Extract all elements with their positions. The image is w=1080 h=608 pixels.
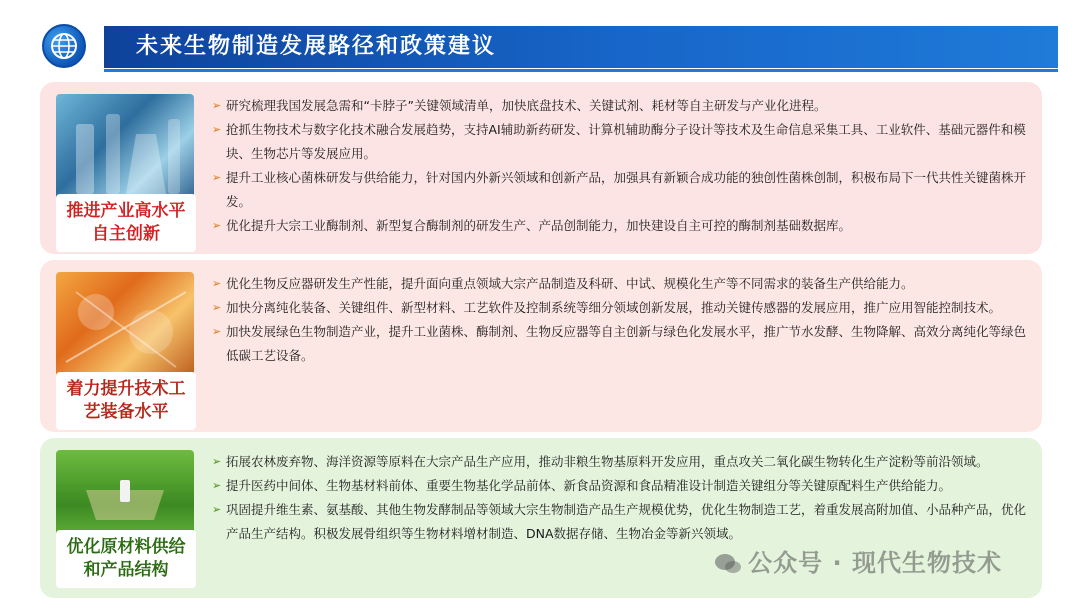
section-label-box xyxy=(56,372,196,430)
list-item: ➢ 优化生物反应器研发生产性能，提升面向重点领域大宗产品制造及科研、中试、规模化生产等不同需求的装备生产供给能力。 xyxy=(212,272,1032,296)
industrial-robot-image xyxy=(56,272,194,382)
page-title: 未来生物制造发展路径和政策建议 xyxy=(136,34,497,59)
bullet-list xyxy=(212,272,1032,368)
bullet-list xyxy=(212,94,1032,238)
section-label-box xyxy=(56,194,196,252)
title-bar xyxy=(58,26,1058,68)
list-item: ➢ 拓展农林废弃物、海洋资源等原料在大宗产品生产应用，推动非粮生物基原料开发应用，重点攻关二氧化碳生物转化生产淀粉等前沿领域。 xyxy=(212,450,1032,474)
slide-header xyxy=(18,20,1058,72)
section-innovation xyxy=(40,82,1042,254)
wechat-icon xyxy=(714,552,742,576)
list-item: ➢ 巩固提升维生素、氨基酸、其他生物发酵制品等领域大宗生物制造产品生产规模优势，优化生物制造工艺，着重发展高附加值、小品种产品，优化产品生产结构。积极发展骨组织等生物材料增材制造、DNA数据存储、生物冶金等新兴领域。 xyxy=(212,498,1032,546)
lab-glassware-image xyxy=(56,94,194,204)
watermark-text: 公众号 · 现代生物技术 xyxy=(748,549,1002,577)
wechat-watermark xyxy=(714,543,1002,578)
section-technology xyxy=(40,260,1042,432)
list-item: ➢ 研究梳理我国发展急需和“卡脖子”关键领域清单，加快底盘技术、关键试剂、耗材等自主研发与产业化进程。 xyxy=(212,94,1032,118)
bullet-list xyxy=(212,450,1032,546)
section-label: 着力提升技术工艺装备水平 xyxy=(66,379,186,422)
logo-container xyxy=(18,20,104,72)
list-item: ➢ 提升医药中间体、生物基材料前体、重要生物基化学品前体、新食品资源和食品精准设计制造关键组分等关键原配料生产供给能力。 xyxy=(212,474,1032,498)
section-label-box xyxy=(56,530,196,588)
list-item: ➢ 优化提升大宗工业酶制剂、新型复合酶制剂的研发生产、产品创制能力，加快建设自主可控的酶制剂基础数据库。 xyxy=(212,214,1032,238)
section-label: 优化原材料供给和产品结构 xyxy=(66,537,186,580)
globe-icon xyxy=(42,24,86,68)
list-item: ➢ 抢抓生物技术与数字化技术融合发展趋势，支持AI辅助新药研发、计算机辅助酶分子设计等技术及生命信息采集工具、工业软件、基础元器件和模块、生物芯片等发展应用。 xyxy=(212,118,1032,166)
list-item: ➢ 加快分离纯化装备、关键组件、新型材料、工艺软件及控制系统等细分领域创新发展，推动关键传感器的发展应用，推广应用智能控制技术。 xyxy=(212,296,1032,320)
list-item: ➢ 提升工业核心菌株研发与供给能力，针对国内外新兴领域和创新产品，加强具有新颖合成功能的独创性菌株创制，积极布局下一代共性关键菌株开发。 xyxy=(212,166,1032,214)
section-label: 推进产业高水平自主创新 xyxy=(66,201,186,244)
section-materials xyxy=(40,438,1042,598)
list-item: ➢ 加快发展绿色生物制造产业，提升工业菌株、酶制剂、生物反应器等自主创新与绿色化发展水平，推广节水发酵、生物降解、高效分离纯化等绿色低碳工艺设备。 xyxy=(212,320,1032,368)
